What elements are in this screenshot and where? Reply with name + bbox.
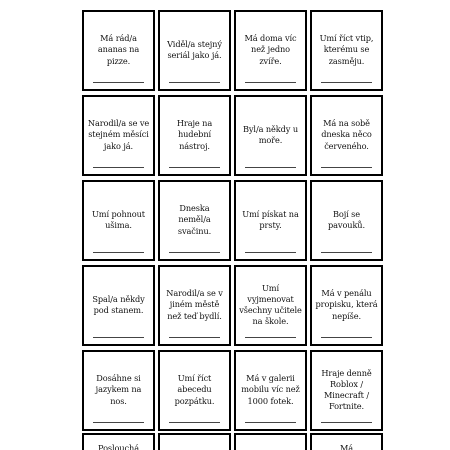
bingo-card-text: Hraje denně Roblox / Minecraft / Fortnite. [321,367,372,412]
bingo-card-text: Byl/a někdy u moře. [242,123,299,145]
bingo-card-text: Má na sobě dneska něco červeného. [321,118,372,151]
bingo-card [310,350,383,431]
signature-line [321,422,372,423]
bingo-card-text: Umí říct abecedu pozpátku. [174,373,215,406]
signature-line [93,82,144,83]
signature-line [93,422,144,423]
bingo-card-text: Umí říct vtip, kterému se zasměju. [319,33,374,66]
bingo-card [158,265,231,346]
bingo-card [82,350,155,431]
bingo-card-text: Má doma víc než jedno zvíře. [244,33,297,66]
bingo-card [158,433,231,450]
bingo-card [310,10,383,91]
bingo-card-text: Hraje na hudební nástroj. [176,118,213,151]
bingo-card-text: Spal/a někdy pod stanem. [92,293,145,315]
bingo-card-text: Dneska neměl/a svačinu. [177,203,212,236]
signature-line [93,167,144,168]
bingo-card [82,265,155,346]
bingo-card [310,95,383,176]
bingo-card-text: Umí pohnout ušima. [92,208,145,230]
bingo-card [310,180,383,261]
bingo-card-text: Umí pískat na prsty. [242,208,299,230]
signature-line [245,422,296,423]
bingo-card [310,433,383,450]
bingo-card [234,265,307,346]
signature-line [169,252,220,253]
bingo-card [82,10,155,91]
signature-line [321,167,372,168]
bingo-card-text: Dosáhne si jazykem na nos. [95,373,142,406]
bingo-card [82,180,155,261]
signature-line [321,82,372,83]
bingo-card-text: Umí vyjmenovat všechny učitele na škole. [239,282,302,327]
bingo-card [234,95,307,176]
signature-line [169,337,220,338]
bingo-card [234,350,307,431]
signature-line [245,82,296,83]
bingo-card [158,10,231,91]
bingo-card [234,433,307,450]
bingo-card [234,180,307,261]
signature-line [169,167,220,168]
signature-line [169,422,220,423]
bingo-card-text: Má [339,443,354,450]
bingo-card-text: Viděl/a stejný seriál jako já. [167,38,222,60]
bingo-card [234,10,307,91]
bingo-card-text: Má rád/a ananas na pizze. [97,33,140,66]
bingo-card [82,433,155,450]
signature-line [321,252,372,253]
bingo-card-text: Bojí se pavouků. [328,208,365,230]
signature-line [321,337,372,338]
bingo-card-text: Narodil/a se ve stejném měsíci jako já. [87,118,150,151]
signature-line [245,252,296,253]
bingo-card [82,95,155,176]
bingo-card [158,95,231,176]
bingo-card [310,265,383,346]
bingo-card [158,350,231,431]
bingo-card-text: Poslouchá [98,443,139,450]
signature-line [169,82,220,83]
bingo-card-text: Má v penálu propisku, která nepíše. [315,288,378,321]
signature-line [245,337,296,338]
bingo-card [158,180,231,261]
signature-line [93,252,144,253]
bingo-card-text: Narodil/a se v jiném městě než teď bydlí. [166,288,223,321]
signature-line [245,167,296,168]
bingo-card-text: Má v galerii mobilu víc než 1000 fotek. [241,373,300,406]
signature-line [93,337,144,338]
